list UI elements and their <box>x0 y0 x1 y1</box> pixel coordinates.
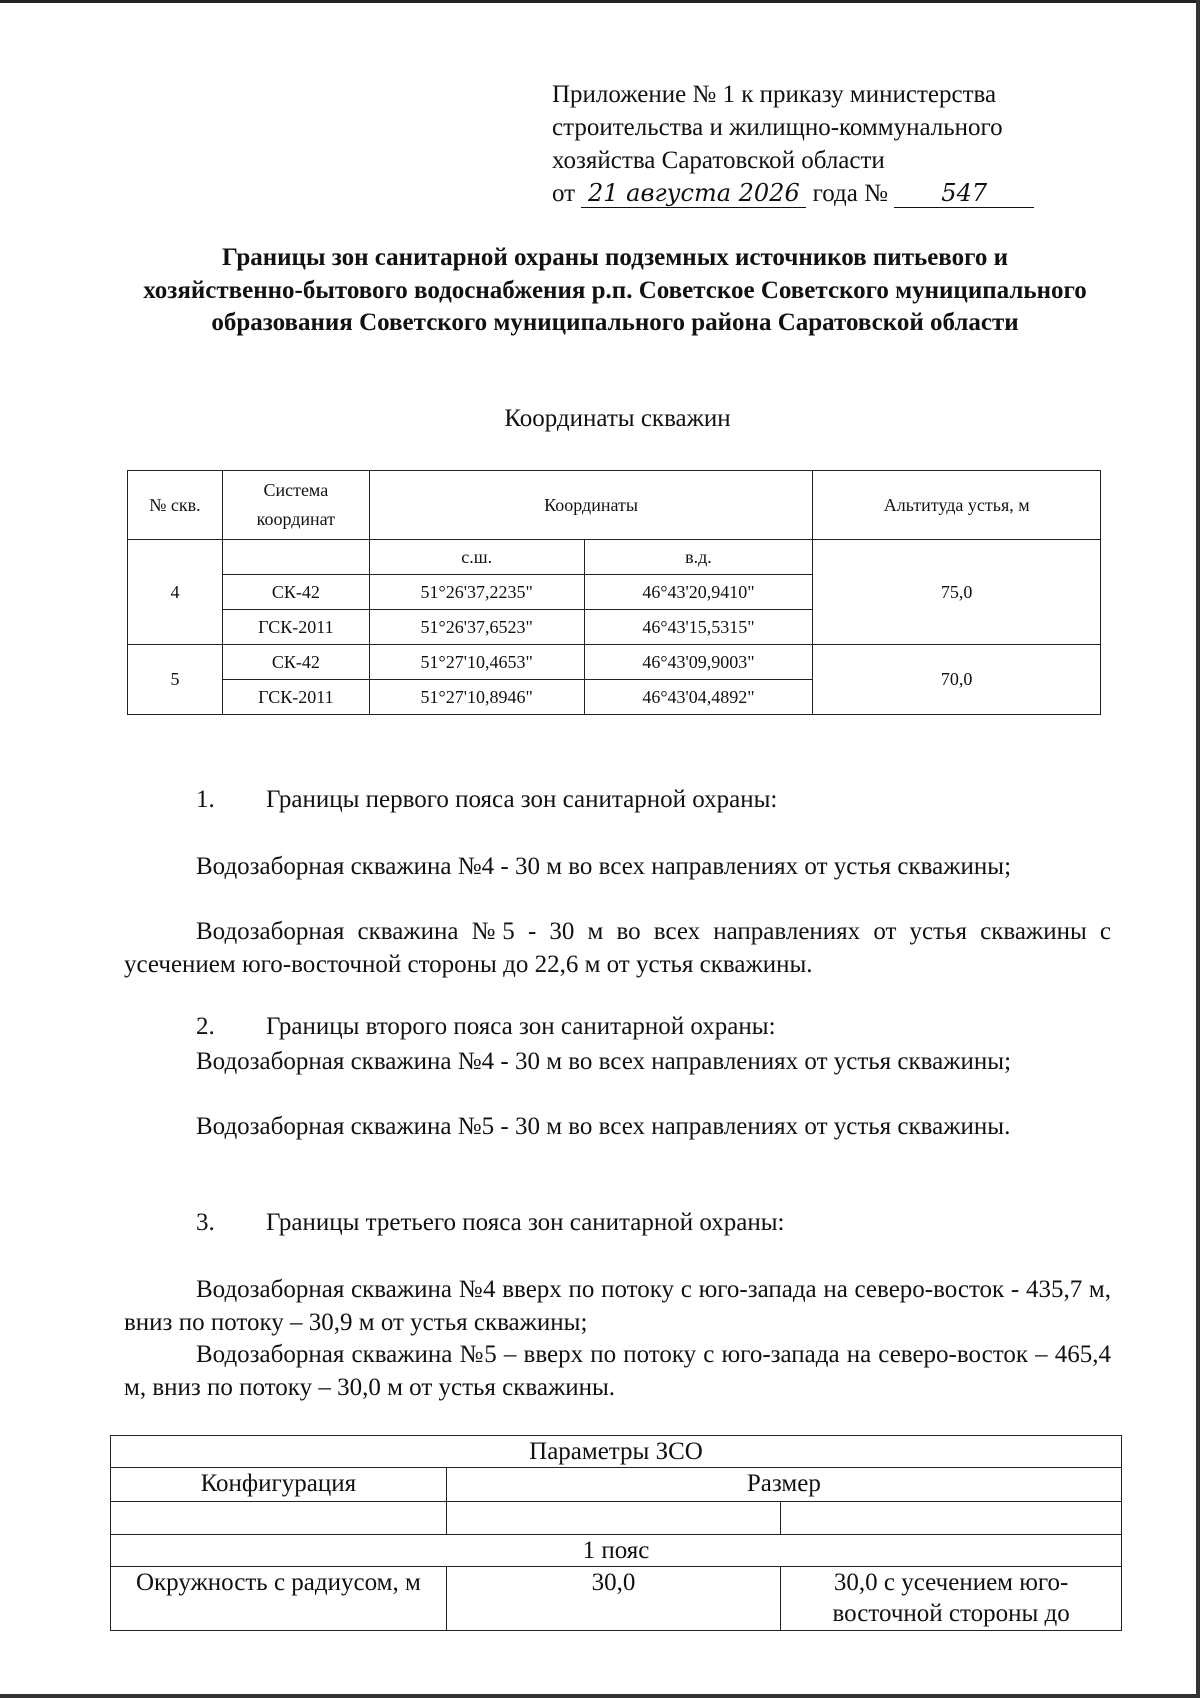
paragraph-text: Водозаборная скважина №4 вверх по потоку с юго-запада на северо-восток - 435,7 м, вниз по потоку – 30,9 м от устья скважины; <box>124 1276 1111 1336</box>
altitude-cell: 75,0 <box>813 540 1101 645</box>
section-heading-text: Границы второго пояса зон санитарной охраны: <box>266 1013 776 1040</box>
year-number-label: года № <box>812 180 888 207</box>
section-2-paragraph-1 <box>124 1046 1111 1079</box>
well-number-cell: 4 <box>128 540 223 645</box>
empty-cell <box>781 1502 1122 1535</box>
section-1-heading <box>196 786 777 814</box>
handwritten-order-number: 547 <box>894 179 1034 208</box>
size-cell-well-4: 30,0 <box>446 1567 781 1631</box>
table-row <box>111 1502 1122 1535</box>
table-row <box>111 1436 1122 1468</box>
belt-1-label: 1 пояс <box>111 1535 1122 1567</box>
latitude-cell: 51°26'37,6523" <box>369 610 584 645</box>
paragraph-text: Водозаборная скважина №4 - 30 м во всех направлениях от устья скважины; <box>196 1048 1012 1075</box>
section-number: 3. <box>196 1209 215 1236</box>
appendix-line-3: хозяйства Саратовской области <box>552 147 885 174</box>
appendix-line-2: строительства и жилищно-коммунального <box>552 114 1003 141</box>
longitude-cell: 46°43'20,9410" <box>584 575 813 610</box>
handwritten-date: 21 августа 2026 <box>581 179 806 208</box>
zso-table-title: Параметры ЗСО <box>111 1436 1122 1468</box>
section-3-heading <box>196 1209 784 1237</box>
header-well-number: № скв. <box>128 471 223 540</box>
table-row <box>111 1567 1122 1631</box>
header-configuration: Конфигурация <box>111 1468 447 1502</box>
empty-cell <box>446 1502 781 1535</box>
coords-subtitle: Координаты скважин <box>504 405 731 432</box>
latitude-cell: 51°27'10,8946" <box>369 680 584 715</box>
page-border-bottom <box>0 1694 1200 1698</box>
paragraph-text: Водозаборная скважина №5 – вверх по потоку с юго-запада на северо-восток – 465,4 м, вниз по потоку – 30,0 м от устья скважины. <box>124 1341 1111 1401</box>
header-altitude: Альтитуда устья, м <box>813 471 1101 540</box>
appendix-line-4 <box>552 177 1072 210</box>
section-number: 1. <box>196 786 215 813</box>
well-number-cell: 5 <box>128 645 223 715</box>
from-label: от <box>552 180 576 207</box>
table-row <box>128 645 1101 680</box>
appendix-line-1: Приложение № 1 к приказу министерства <box>552 81 997 108</box>
section-heading-text: Границы первого пояса зон санитарной охраны: <box>266 786 778 813</box>
latitude-cell: 51°27'10,4653" <box>369 645 584 680</box>
coord-system-cell: ГСК-2011 <box>222 680 369 715</box>
coord-system-cell: СК-42 <box>222 645 369 680</box>
section-1-paragraph-2 <box>124 916 1111 981</box>
longitude-cell: 46°43'15,5315" <box>584 610 813 645</box>
empty-cell <box>222 540 369 575</box>
coord-system-cell: СК-42 <box>222 575 369 610</box>
header-longitude: в.д. <box>584 540 813 575</box>
section-1-paragraph-1 <box>124 851 1111 884</box>
zso-parameters-table <box>110 1435 1122 1631</box>
section-heading-text: Границы третьего пояса зон санитарной охраны: <box>266 1209 785 1236</box>
table-row <box>111 1535 1122 1567</box>
header-size: Размер <box>446 1468 1121 1502</box>
section-2-paragraph-2 <box>124 1111 1111 1144</box>
page-border-top <box>0 0 1200 3</box>
header-latitude: с.ш. <box>369 540 584 575</box>
paragraph-text: Водозаборная скважина №5 - 30 м во всех направлениях от устья скважины с усечением юго-восточной стороны до 22,6 м от устья скважины. <box>124 918 1111 978</box>
table-header-row <box>128 471 1101 540</box>
paragraph-text: Водозаборная скважина №4 - 30 м во всех направлениях от устья скважины; <box>196 853 1012 880</box>
header-coord-system: Система координат <box>222 471 369 540</box>
table-row <box>128 540 1101 575</box>
latitude-cell: 51°26'37,2235" <box>369 575 584 610</box>
well-coordinates-table <box>127 470 1101 715</box>
document-title: Границы зон санитарной охраны подземных источников питьевого и хозяйственно-бытового водоснабжения р.п. Советское Советского муниципального образования Советского муниципального района Саратовской области <box>143 244 1087 336</box>
appendix-header <box>552 78 1072 210</box>
size-cell-well-5: 30,0 с усечением юго-восточной стороны до <box>781 1567 1122 1631</box>
section-number: 2. <box>196 1013 215 1040</box>
paragraph-text: Водозаборная скважина №5 - 30 м во всех направлениях от устья скважины. <box>196 1113 1011 1140</box>
empty-cell <box>111 1502 447 1535</box>
header-coordinates: Координаты <box>369 471 813 540</box>
altitude-cell: 70,0 <box>813 645 1101 715</box>
page-border-right <box>1196 0 1200 1698</box>
longitude-cell: 46°43'09,9003" <box>584 645 813 680</box>
config-cell: Окружность с радиусом, м <box>111 1567 447 1631</box>
section-3-paragraph-1 <box>124 1274 1111 1339</box>
section-2-heading <box>196 1013 776 1041</box>
table-row <box>111 1468 1122 1502</box>
longitude-cell: 46°43'04,4892" <box>584 680 813 715</box>
coord-system-cell: ГСК-2011 <box>222 610 369 645</box>
section-3-paragraph-2 <box>124 1339 1111 1404</box>
